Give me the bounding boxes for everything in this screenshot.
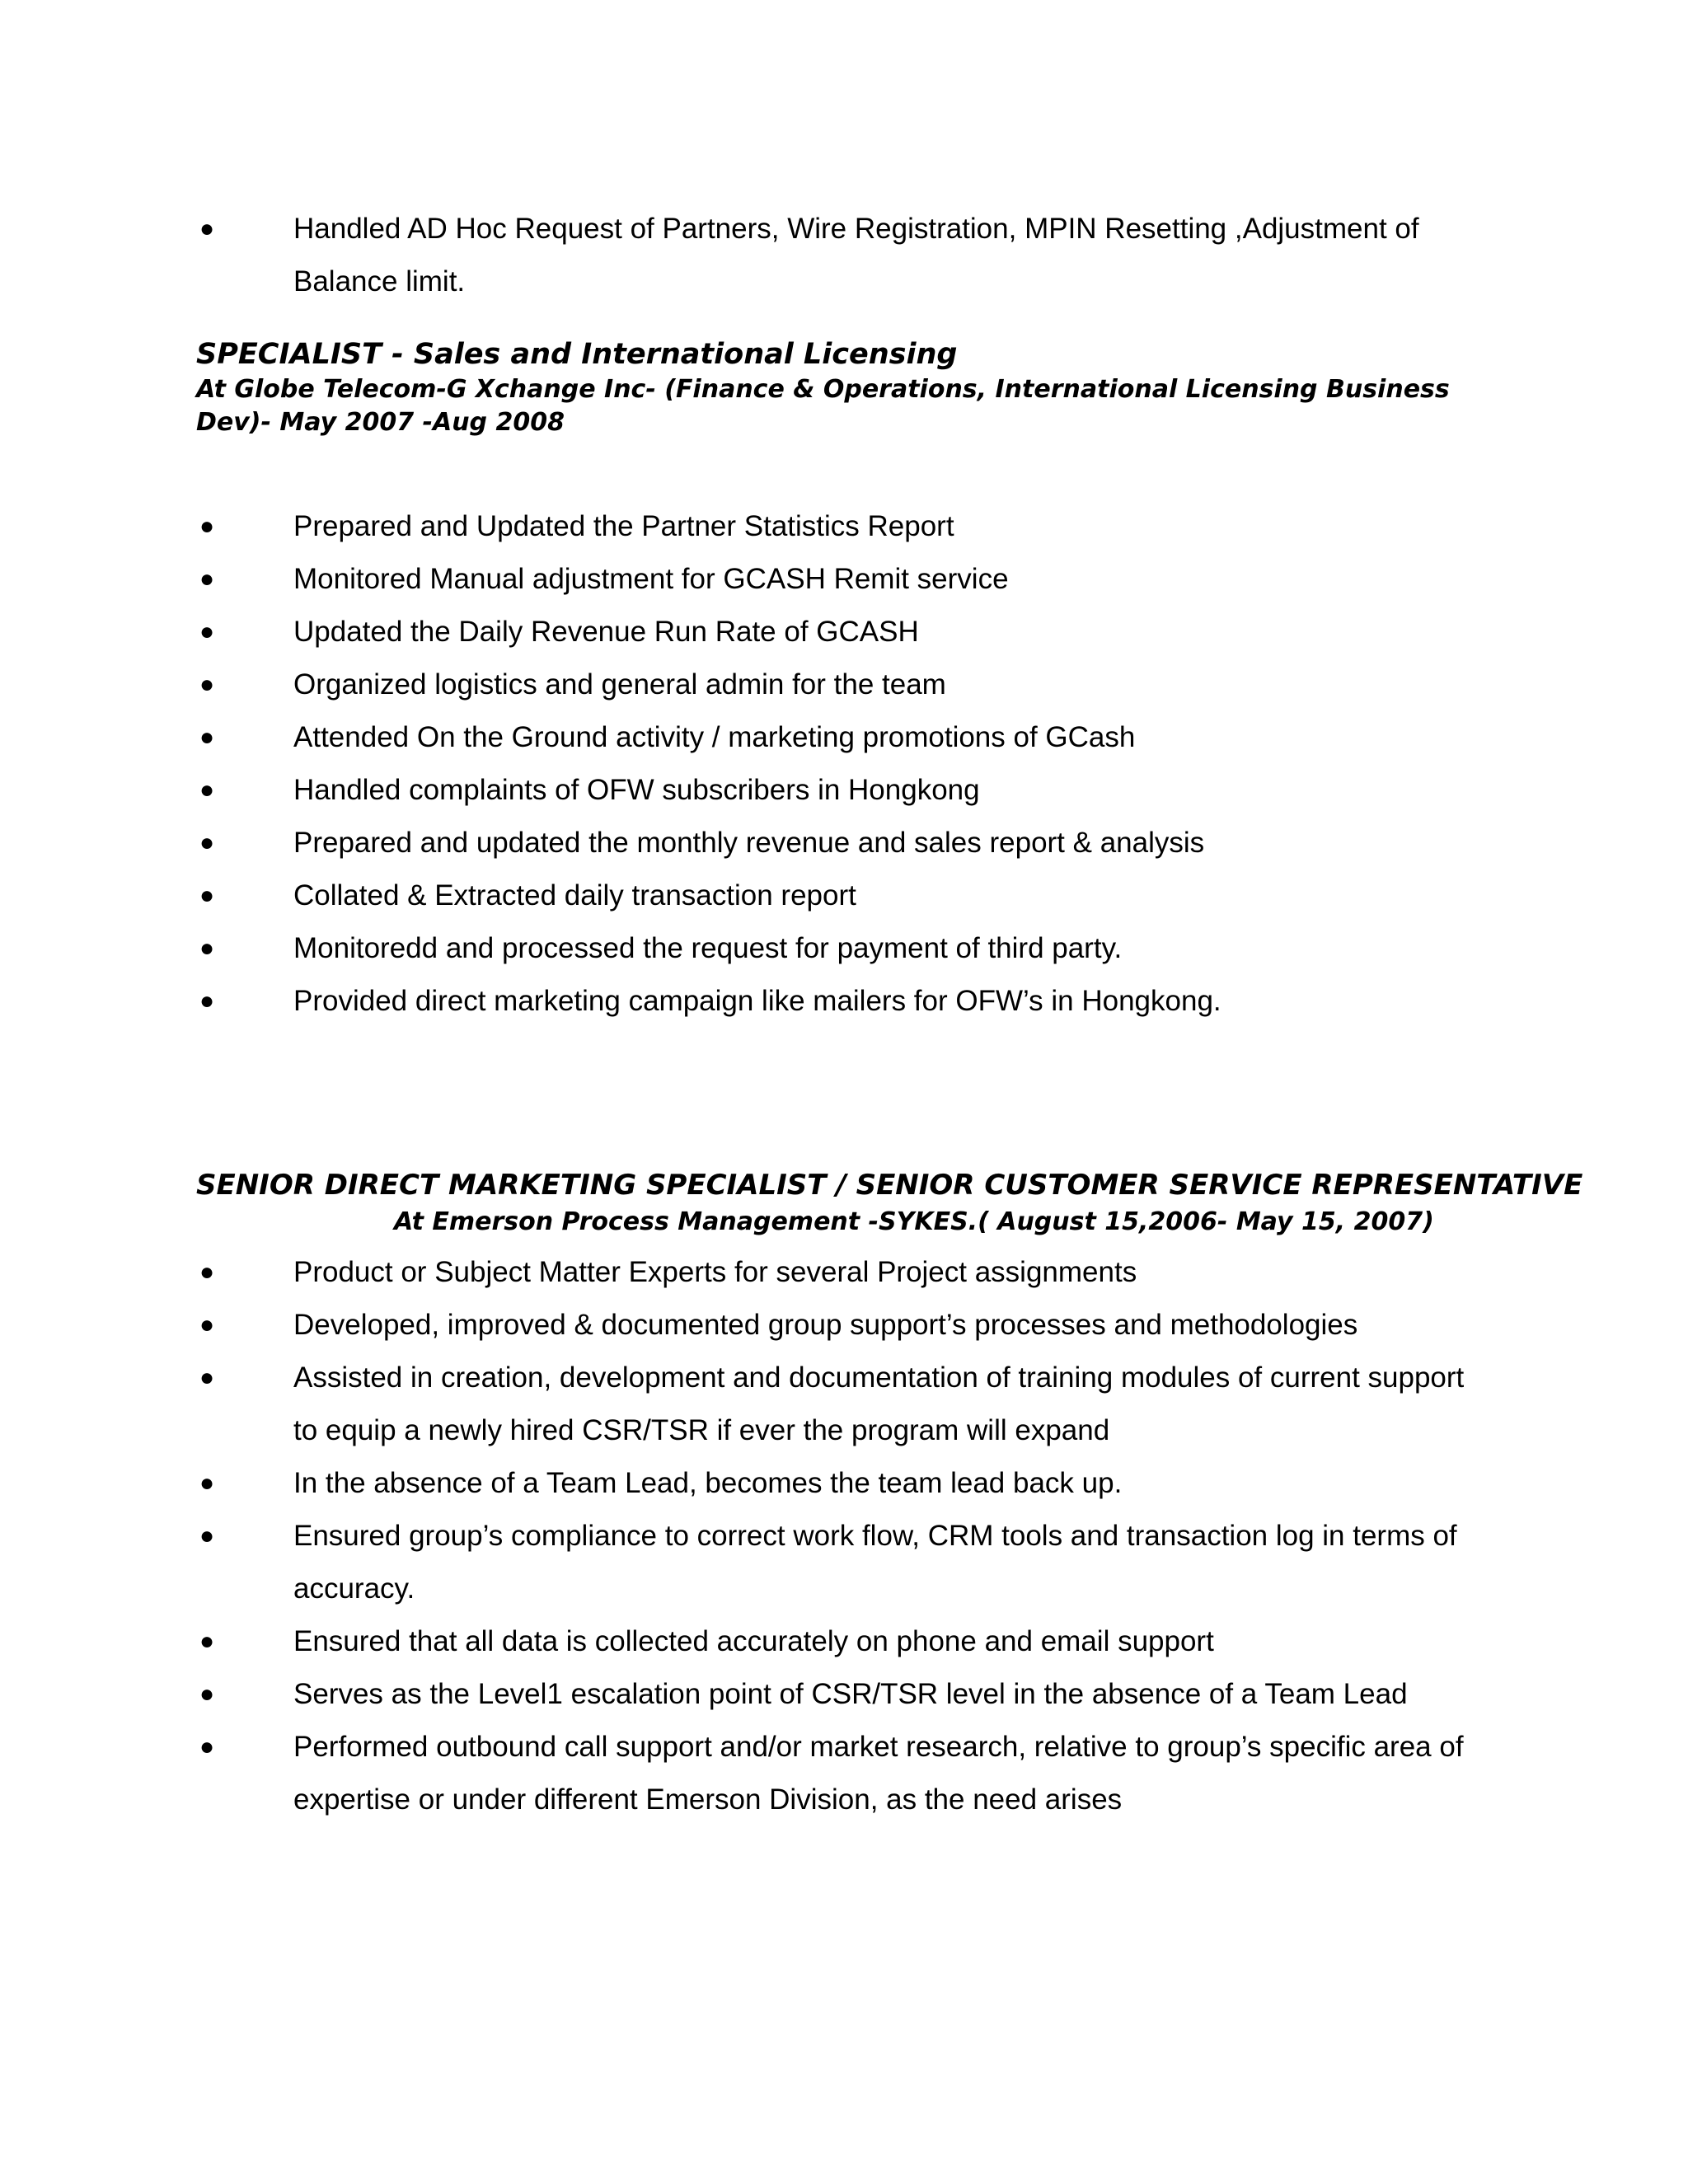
employer-line-2: Dev)- May 2007 -Aug 2008 bbox=[196, 408, 565, 437]
bullet-icon: ● bbox=[199, 1258, 215, 1286]
list-item-text: Monitored Manual adjustment for GCASH Remit service bbox=[293, 563, 1009, 595]
employer-line-1: At Globe Telecom-G Xchange Inc- (Finance & Operations, International Licensing Business bbox=[196, 375, 1450, 404]
bullet-icon: ● bbox=[199, 935, 215, 962]
list-item-text: Ensured that all data is collected accurately on phone and email support bbox=[293, 1625, 1214, 1657]
list-item-text: Handled AD Hoc Request of Partners, Wire Registration, MPIN Resetting ,Adjustment of Balance limit. bbox=[293, 213, 1419, 298]
list-item bbox=[196, 975, 1482, 1028]
list-item-text: Provided direct marketing campaign like mailers for OFW’s in Hongkong. bbox=[293, 985, 1221, 1017]
bullet-icon: ● bbox=[199, 618, 215, 645]
list-item bbox=[196, 1457, 1482, 1510]
list-item bbox=[196, 553, 1482, 606]
bullet-icon: ● bbox=[199, 829, 215, 856]
bullet-icon: ● bbox=[199, 1733, 215, 1760]
list-item-text: Prepared and updated the monthly revenue and sales report & analysis bbox=[293, 827, 1205, 859]
list-item-text: Attended On the Ground activity / marketing promotions of GCash bbox=[293, 721, 1136, 753]
bullet-icon: ● bbox=[199, 1628, 215, 1655]
list-item bbox=[196, 764, 1482, 817]
list-item bbox=[196, 1510, 1482, 1615]
bullet-list-continued bbox=[196, 203, 1482, 308]
list-item bbox=[196, 869, 1482, 922]
bullet-icon: ● bbox=[199, 724, 215, 751]
list-item bbox=[196, 658, 1482, 711]
bullet-icon: ● bbox=[199, 882, 215, 909]
list-item bbox=[196, 1246, 1482, 1299]
job-title-specialist: SPECIALIST - Sales and International Licensing bbox=[196, 338, 958, 371]
list-item bbox=[196, 711, 1482, 764]
list-item-text: Assisted in creation, development and documentation of training modules of current support to equip a newly hired CSR/TSR if ever the program will expand bbox=[293, 1361, 1465, 1446]
bullet-icon: ● bbox=[199, 671, 215, 698]
list-item-text: Product or Subject Matter Experts for several Project assignments bbox=[293, 1256, 1137, 1288]
list-item-text: Organized logistics and general admin for the team bbox=[293, 668, 946, 701]
bullet-icon: ● bbox=[199, 565, 215, 593]
list-item-text: Updated the Daily Revenue Run Rate of GCASH bbox=[293, 616, 919, 648]
bullet-icon: ● bbox=[199, 1522, 215, 1549]
list-item-text: Handled complaints of OFW subscribers in Hongkong bbox=[293, 774, 980, 806]
bullet-icon: ● bbox=[199, 1680, 215, 1708]
bullet-list-specialist bbox=[196, 500, 1482, 1028]
list-item bbox=[196, 1352, 1482, 1457]
list-item bbox=[196, 203, 1482, 308]
list-item bbox=[196, 817, 1482, 869]
bullet-icon: ● bbox=[199, 1469, 215, 1497]
list-item bbox=[196, 606, 1482, 658]
bullet-list-senior bbox=[196, 1246, 1482, 1826]
list-item bbox=[196, 1615, 1482, 1668]
bullet-icon: ● bbox=[199, 215, 215, 242]
list-item bbox=[196, 500, 1482, 553]
list-item-text: Developed, improved & documented group support’s processes and methodologies bbox=[293, 1309, 1358, 1341]
list-item-text: Monitoredd and processed the request for payment of third party. bbox=[293, 932, 1123, 964]
bullet-icon: ● bbox=[199, 987, 215, 1015]
list-item-text: Serves as the Level1 escalation point of CSR/TSR level in the absence of a Team Lead bbox=[293, 1678, 1408, 1710]
bullet-icon: ● bbox=[199, 1364, 215, 1391]
bullet-icon: ● bbox=[199, 776, 215, 804]
list-item bbox=[196, 1668, 1482, 1721]
list-item bbox=[196, 1299, 1482, 1352]
list-item-text: Ensured group’s compliance to correct work flow, CRM tools and transaction log in terms of accuracy. bbox=[293, 1520, 1457, 1605]
list-item bbox=[196, 922, 1482, 975]
employer-line-emerson: At Emerson Process Management -SYKES.( August 15,2006- May 15, 2007) bbox=[394, 1207, 1434, 1236]
list-item-text: In the absence of a Team Lead, becomes the team lead back up. bbox=[293, 1467, 1123, 1499]
bullet-icon: ● bbox=[199, 1311, 215, 1338]
list-item-text: Prepared and Updated the Partner Statistics Report bbox=[293, 510, 954, 542]
list-item bbox=[196, 1721, 1482, 1826]
bullet-icon: ● bbox=[199, 513, 215, 540]
list-item-text: Collated & Extracted daily transaction report bbox=[293, 879, 856, 912]
job-title-senior-direct-marketing: SENIOR DIRECT MARKETING SPECIALIST / SENIOR CUSTOMER SERVICE REPRESENTATIVE bbox=[196, 1169, 1583, 1202]
list-item-text: Performed outbound call support and/or market research, relative to group’s specific area of expertise or under different Emerson Division, as the need arises bbox=[293, 1731, 1464, 1816]
